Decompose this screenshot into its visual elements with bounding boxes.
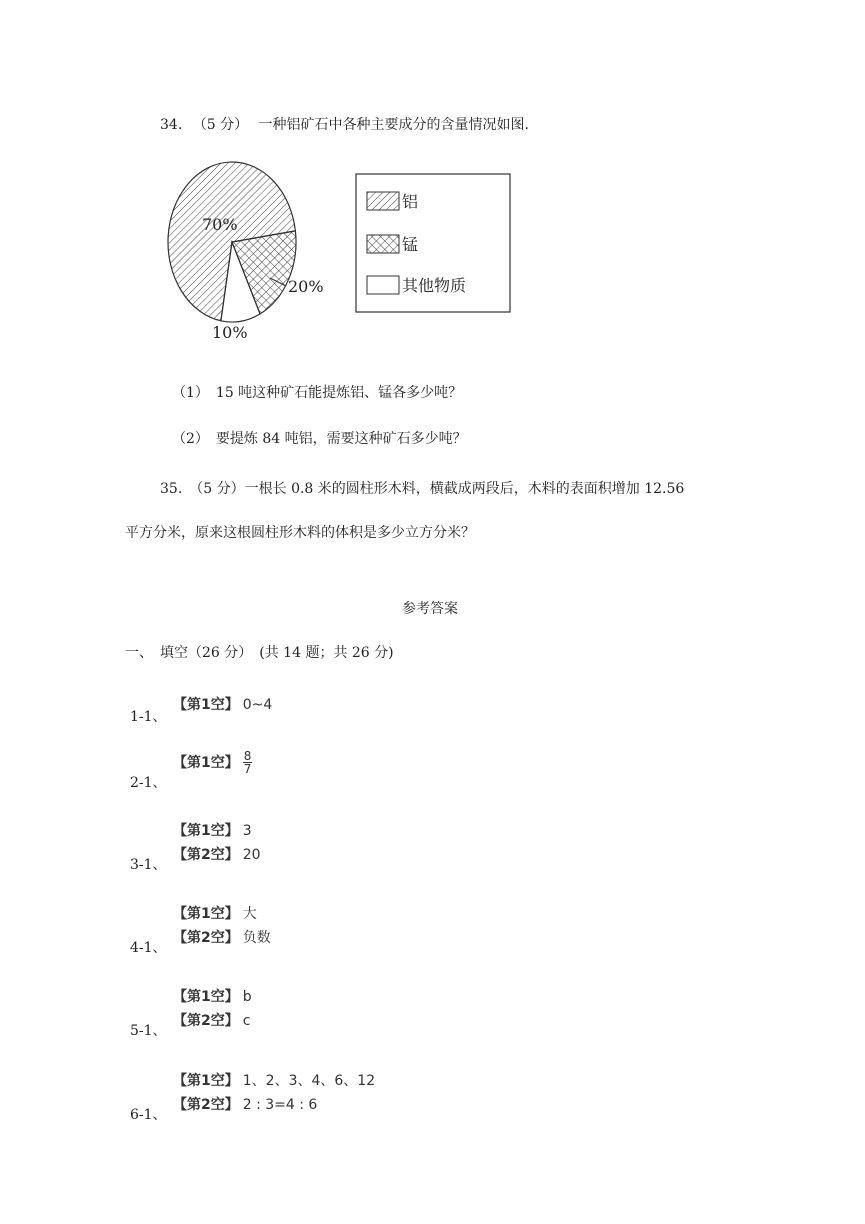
legend-label-aluminum: 铝	[402, 192, 419, 211]
answer-blank	[173, 694, 272, 714]
legend-label-manganese: 锰	[402, 235, 419, 254]
question-score: （5 分）	[192, 117, 249, 133]
fraction-value	[243, 750, 253, 775]
pie	[168, 162, 296, 322]
blank-value: 2 : 3=4 : 6	[242, 1097, 318, 1113]
answer-blank	[173, 750, 252, 775]
blank-tag: 【第2空】	[173, 1097, 239, 1113]
question-34-sub-1: （1） 15 吨这种矿石能提炼铝、锰各多少吨？	[172, 385, 463, 401]
answer-blank	[173, 844, 261, 864]
answer-blank	[173, 1070, 375, 1090]
question-number: 34.	[160, 117, 183, 133]
blank-tag: 【第1空】	[173, 1073, 239, 1089]
pie-chart-figure	[160, 160, 520, 350]
blank-tag: 【第1空】	[173, 754, 239, 771]
legend-label-other: 其他物质	[402, 276, 467, 295]
blank-tag: 【第1空】	[173, 989, 239, 1005]
fraction-denominator: 7	[243, 762, 252, 776]
blank-tag: 【第1空】	[173, 906, 239, 922]
question-35-line-1: 35. （5 分）一根长 0.8 米的圆柱形木料，横截成两段后，木料的表面积增加 12.56	[160, 481, 685, 497]
fraction-numerator: 8	[243, 749, 252, 763]
answer-number: 5-1、	[130, 1023, 167, 1039]
blank-value: 20	[242, 847, 261, 863]
answer-number: 3-1、	[130, 857, 167, 873]
blank-tag: 【第2空】	[173, 847, 239, 863]
answer-number: 1-1、	[130, 709, 167, 725]
answer-blank	[173, 927, 271, 947]
blank-tag: 【第1空】	[173, 823, 239, 839]
legend-swatch-other	[367, 276, 399, 294]
answer-blank	[173, 903, 257, 923]
answer-blank	[173, 986, 252, 1006]
question-text: 一种铝矿石中各种主要成分的含量情况如图.	[258, 117, 529, 133]
answer-number: 6-1、	[130, 1107, 167, 1123]
blank-value: 0~4	[242, 697, 273, 713]
blank-value: 3	[242, 823, 252, 839]
blank-tag: 【第1空】	[173, 697, 239, 713]
question-34-header	[160, 114, 529, 134]
answers-title: 参考答案	[402, 601, 458, 617]
answer-number: 2-1、	[130, 775, 167, 791]
answer-blank	[173, 1010, 250, 1030]
legend-swatch-manganese	[367, 235, 399, 253]
blank-value: b	[242, 989, 252, 1005]
blank-tag: 【第2空】	[173, 1013, 239, 1029]
blank-value: 1、2、3、4、6、12	[242, 1073, 376, 1089]
answer-blank	[173, 1094, 317, 1114]
answer-number: 4-1、	[130, 940, 167, 956]
answers-section-heading: 一、 填空（26 分） (共 14 题；共 26 分)	[125, 645, 394, 661]
blank-value: c	[242, 1013, 251, 1029]
pie-slice-label-1: 20%	[288, 277, 324, 296]
answer-blank	[173, 820, 252, 840]
pie-slice-label-0: 70%	[202, 215, 238, 234]
question-34-sub-2: （2） 要提炼 84 吨铝，需要这种矿石多少吨？	[172, 431, 467, 447]
blank-value: 大	[242, 906, 257, 922]
pie-slice-label-2: 10%	[212, 323, 248, 342]
blank-tag: 【第2空】	[173, 930, 239, 946]
blank-value: 负数	[242, 930, 271, 946]
question-35-line-2: 平方分米，原来这根圆柱形木料的体积是多少立方分米？	[125, 525, 475, 541]
legend-swatch-aluminum	[367, 192, 399, 210]
